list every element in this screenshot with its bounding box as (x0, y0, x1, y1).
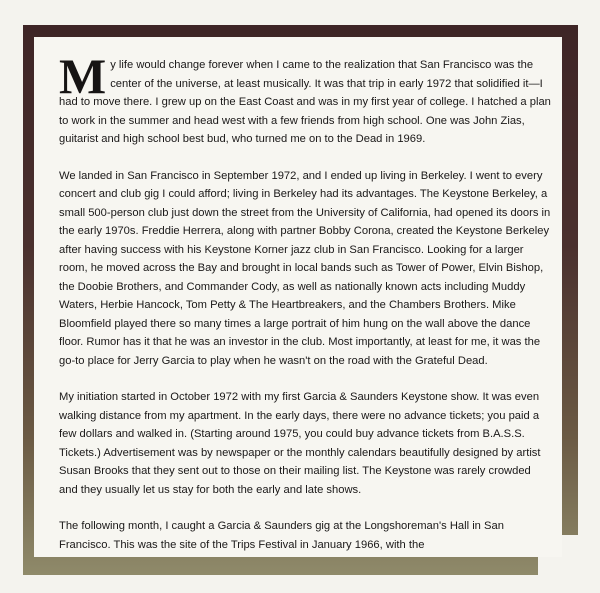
paragraph-2: We landed in San Francisco in September 1972, and I ended up living in Berkeley. I went to every concert and club gig I could afford; living in Berkeley had its advantages. The Keystone Berkeley, a small 500-person club just down the street from the University of California, had opened its doors in the early 1970s. Freddie Herrera, along with partner Bobby Corona, created the Keystone Berkeley after having success with his Keystone Korner jazz club in San Francisco. Looking for a larger room, he moved across the Bay and brought in local bands such as Tower of Power, Elvin Bishop, the Doobie Brothers, and Commander Cody, as well as nationally known acts including Muddy Waters, Herbie Hancock, Tom Petty & The Heartbreakers, and the Chambers Brothers. Mike Bloomfield played there so many times a large portrait of him hung on the wall above the dance floor. Rumor has it that he was an investor in the club. Most importantly, at least for me, it was the go-to place for Jerry Garcia to play when he wasn't on the road with the Grateful Dead. (59, 169, 551, 367)
paragraph-3: My initiation started in October 1972 with my first Garcia & Saunders Keystone show. It was even walking distance from my apartment. In the early days, there were no advance tickets; you paid a few dollars and walked in. (Starting around 1975, you could buy advance tickets from B.A.S.S. Tickets.) Advertisement was by newspaper or the monthly calendars beautifully designed by artist Susan Brooks that they sent out to those on their mailing list. The Keystone was rarely crowded and they usually let us stay for both the early and late shows. (59, 391, 541, 496)
drop-cap: M (59, 48, 107, 104)
paragraph-4: The following month, I caught a Garcia & Saunders gig at the Longshoreman's Hall in San Francisco. This was the site of the Trips Festival in January 1966, with the (59, 520, 504, 551)
paragraph-1-text: y life would change forever when I came to the realization that San Francisco was the center of the universe, at least musically. It was that trip in early 1972 that solidified it—I had to move there. I grew up on the East Coast and was in my first year of college. I hatched a plan to work in the summer and head west with a few friends from high school. One was John Zias, guitarist and high school best bud, who turned me on to the Dead in 1969. (59, 59, 551, 145)
article-body (59, 48, 552, 557)
paragraph-1 (59, 48, 552, 149)
text-panel (34, 37, 562, 557)
